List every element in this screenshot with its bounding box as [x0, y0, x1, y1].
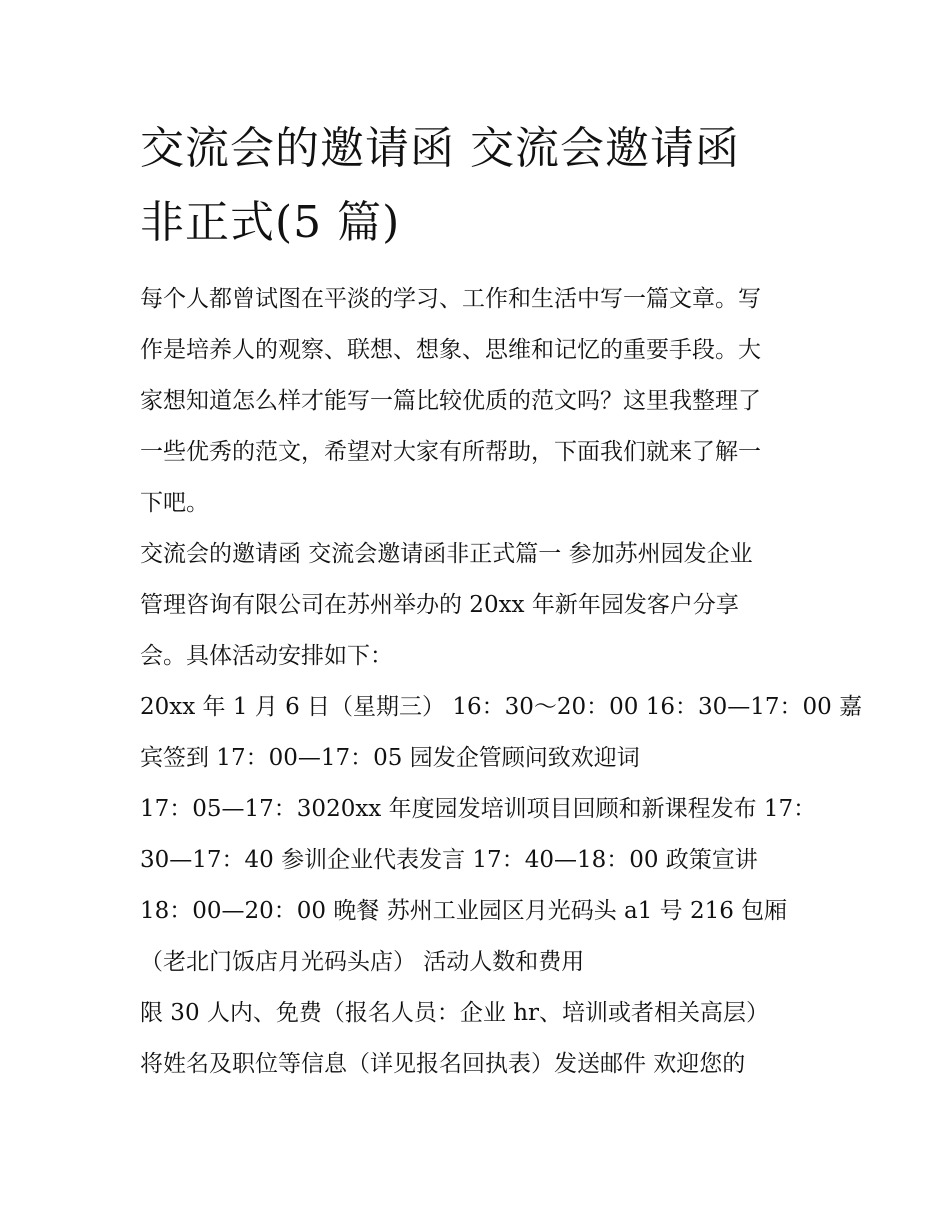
text-line: 作是培养人的观察、联想、想象、思维和记忆的重要手段。大	[140, 337, 761, 363]
document-title	[140, 112, 820, 260]
text-line: 交流会的邀请函 交流会邀请函非正式篇一 参加苏州园发企业	[140, 541, 753, 567]
text-line: 会。具体活动安排如下：	[140, 643, 393, 669]
document-body	[140, 274, 863, 1090]
registration-paragraph	[140, 988, 820, 1090]
text-line: 18：00—20：00 晚餐 苏州工业园区月光码头 a1 号 216 包厢	[140, 898, 788, 924]
intro-paragraph	[140, 274, 820, 529]
text-line: 家想知道怎么样才能写一篇比较优质的范文吗？这里我整理了	[140, 388, 761, 414]
title-line: 非正式(5 篇)	[140, 197, 401, 248]
venue-paragraph	[140, 886, 820, 988]
text-line: 30—17：40 参训企业代表发言 17：40—18：00 政策宣讲	[140, 847, 758, 873]
schedule-paragraph	[140, 784, 820, 886]
document-page	[140, 112, 863, 1090]
text-line: 宾签到 17：00—17：05 园发企管顾问致欢迎词	[140, 745, 640, 771]
text-line: 一些优秀的范文，希望对大家有所帮助，下面我们就来了解一	[140, 439, 761, 465]
schedule-paragraph	[140, 682, 863, 784]
event-intro-paragraph	[140, 529, 820, 682]
text-line: 每个人都曾试图在平淡的学习、工作和生活中写一篇文章。写	[140, 286, 761, 312]
text-line: 管理咨询有限公司在苏州举办的 20xx 年新年园发客户分享	[140, 592, 739, 618]
text-line: 将姓名及职位等信息（详见报名回执表）发送邮件 欢迎您的	[140, 1051, 746, 1077]
text-line: （老北门饭店月光码头店） 活动人数和费用	[140, 949, 585, 975]
text-line: 20xx 年 1 月 6 日（星期三） 16：30～20：00 16：30—17：00 嘉	[140, 694, 863, 720]
title-line: 交流会的邀请函 交流会邀请函	[140, 123, 740, 174]
text-line: 下吧。	[140, 490, 209, 516]
text-line: 限 30 人内、免费（报名人员：企业 hr、培训或者相关高层）	[140, 1000, 770, 1026]
text-line: 17：05—17：3020xx 年度园发培训项目回顾和新课程发布 17：	[140, 796, 817, 822]
